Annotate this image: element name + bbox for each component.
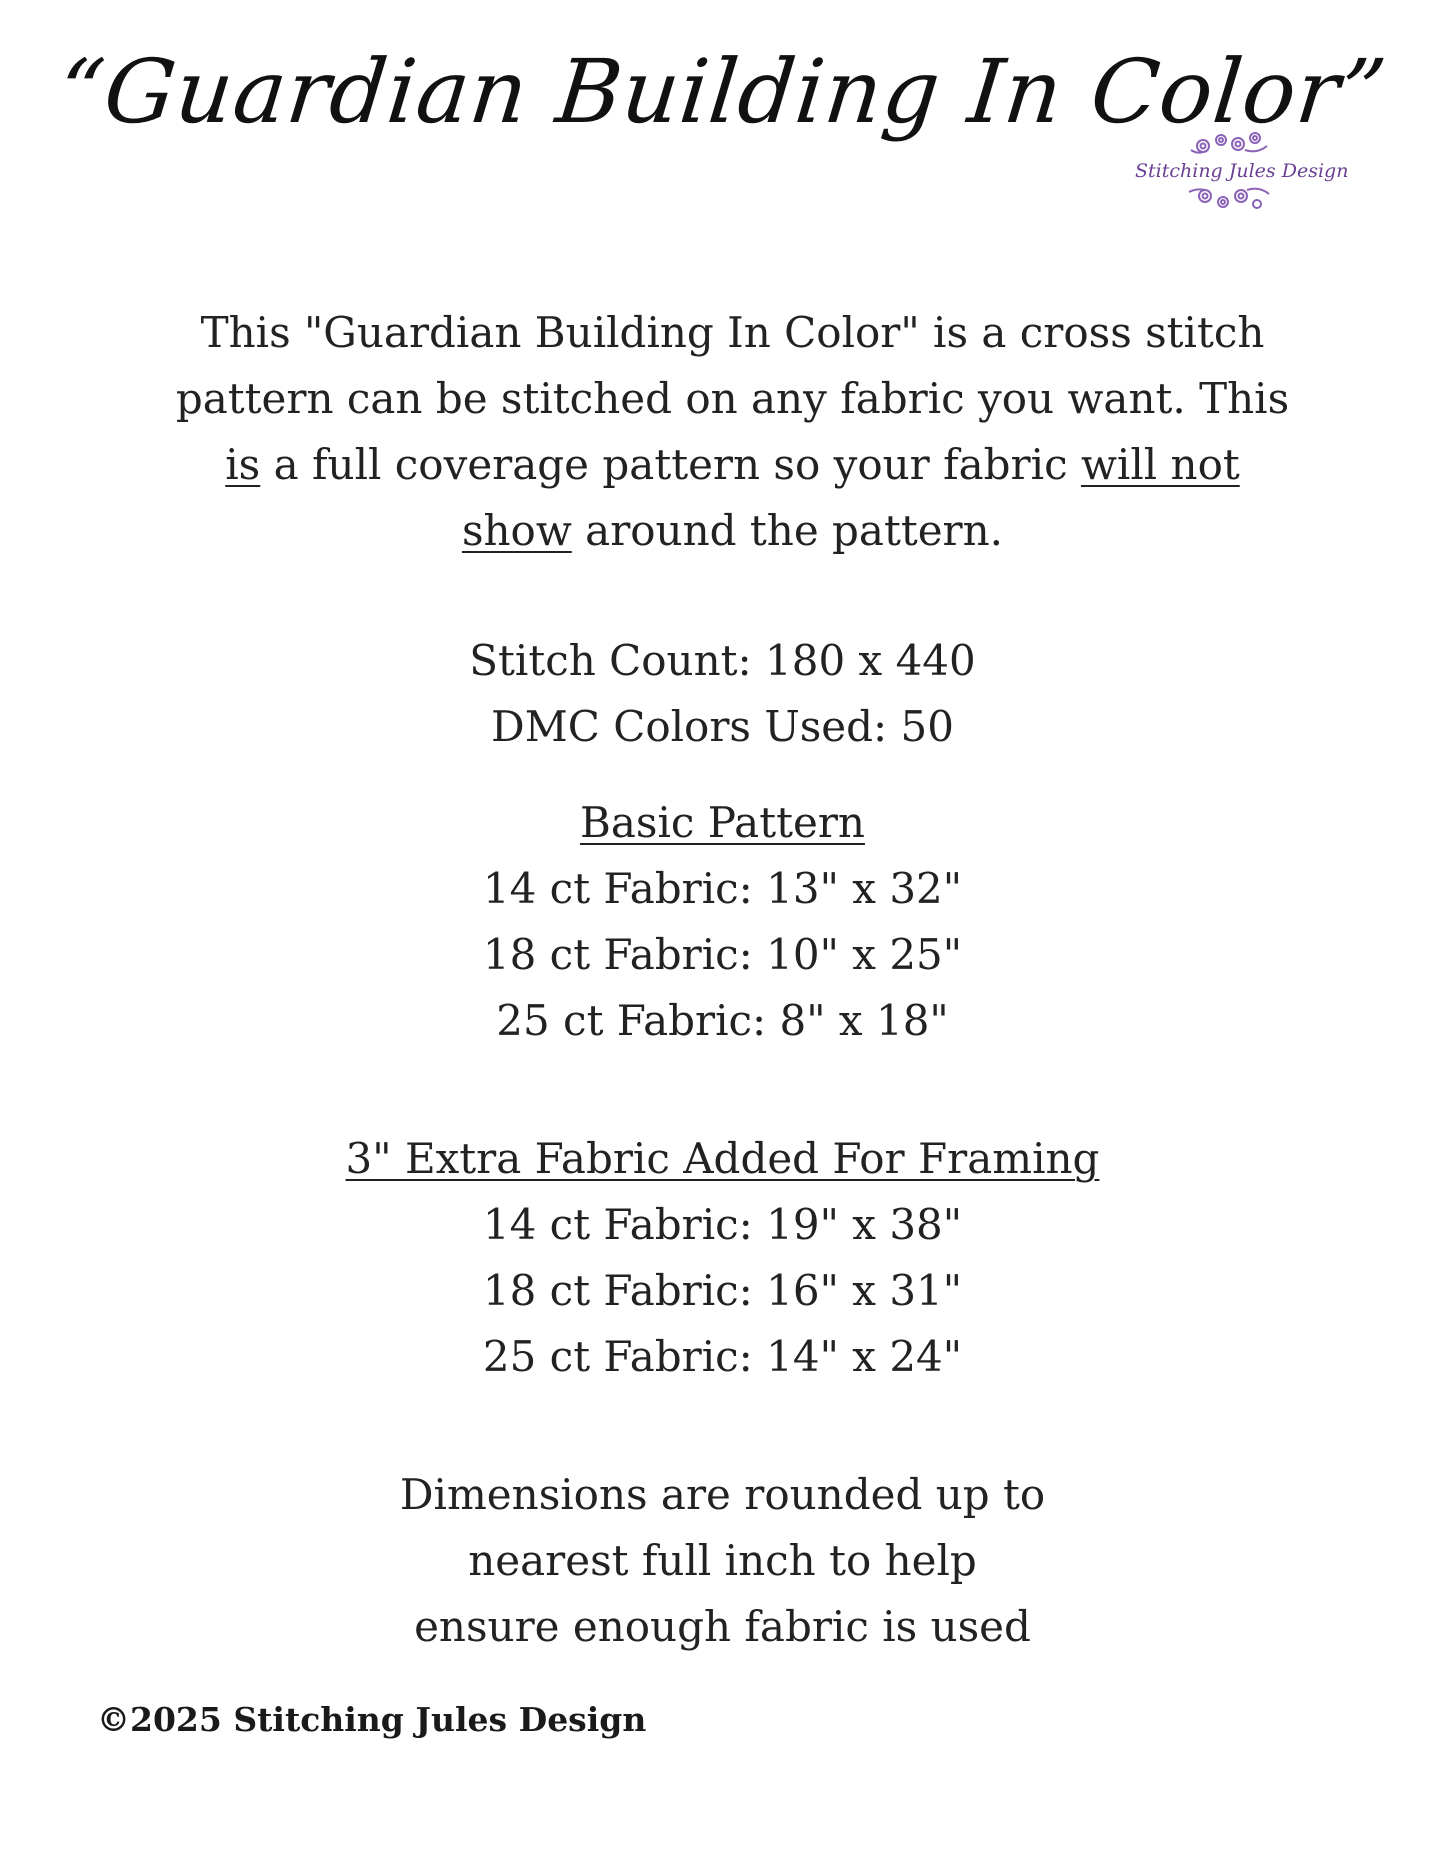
extra-fabric-block	[0, 1126, 1445, 1390]
intro-emphasis-will-not-show: will not show	[461, 440, 1240, 555]
intro-text: This "Guardian Building In Color" is a cross stitch pattern can be stitched on any fabric you want. This	[175, 308, 1290, 423]
stitch-count: Stitch Count: 180 x 440	[469, 636, 976, 685]
basic-pattern-block	[0, 790, 1445, 1054]
fabric-size-row: 18 ct Fabric: 16" x 31"	[482, 1266, 963, 1315]
logo-text: Stitching Jules Design	[1135, 160, 1349, 182]
dimensions-note	[0, 1462, 1445, 1660]
fabric-size-row: 14 ct Fabric: 13" x 32"	[482, 864, 963, 913]
dmc-colors: DMC Colors Used: 50	[491, 702, 954, 751]
fabric-size-row: 18 ct Fabric: 10" x 25"	[482, 930, 963, 979]
note-line: ensure enough fabric is used	[414, 1602, 1031, 1651]
note-line: Dimensions are rounded up to	[399, 1470, 1046, 1519]
basic-pattern-heading: Basic Pattern	[580, 798, 865, 847]
specs-block	[0, 628, 1445, 760]
fabric-size-row: 25 ct Fabric: 8" x 18"	[496, 996, 949, 1045]
extra-fabric-heading: 3" Extra Fabric Added For Framing	[345, 1134, 1100, 1183]
swirl-ornament-icon	[1183, 128, 1273, 158]
swirl-ornament-icon	[1183, 184, 1273, 214]
note-line: nearest full inch to help	[468, 1536, 977, 1585]
page-title: “Guardian Building In Color”	[53, 40, 1392, 143]
intro-paragraph	[175, 300, 1290, 564]
copyright-notice: ©2025 Stitching Jules Design	[97, 1700, 647, 1739]
fabric-size-row: 14 ct Fabric: 19" x 38"	[482, 1200, 963, 1249]
brand-logo	[1135, 128, 1349, 238]
intro-text: around the pattern.	[571, 506, 1004, 555]
intro-text: a full coverage pattern so your fabric	[260, 440, 1081, 489]
fabric-size-row: 25 ct Fabric: 14" x 24"	[482, 1332, 963, 1381]
intro-emphasis-is: is	[225, 440, 261, 489]
